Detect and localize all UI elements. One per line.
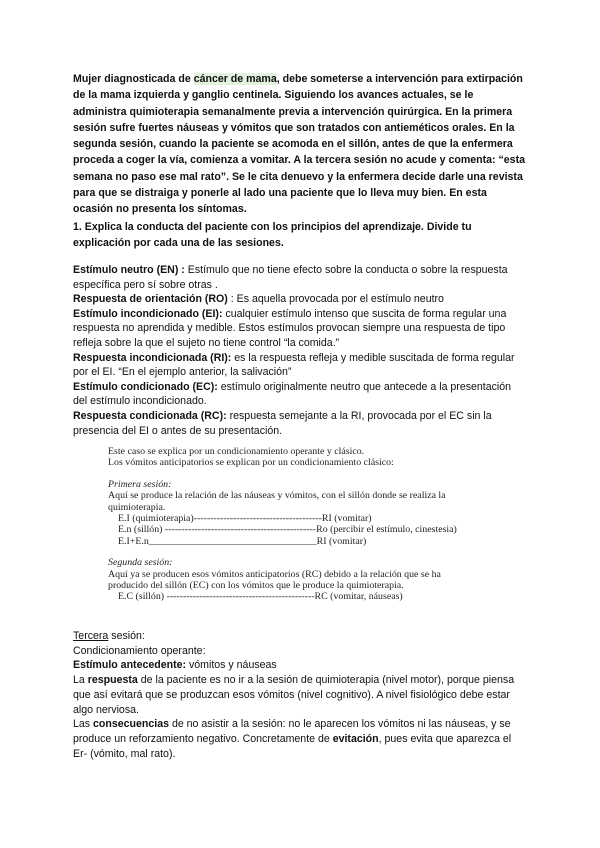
response-term: respuesta bbox=[87, 674, 138, 687]
third-session-title-rest: sesión: bbox=[108, 630, 145, 642]
avoidance-term: evitación bbox=[332, 732, 379, 745]
definition-text: : Es aquella provocada por el estímulo neutro bbox=[227, 293, 444, 306]
second-session-title-text: Segunda sesión: bbox=[108, 557, 173, 569]
intro-text-start: Mujer diagnosticada de bbox=[73, 73, 194, 85]
third-session-title bbox=[73, 629, 528, 644]
definition-item bbox=[73, 263, 528, 292]
scan-line: Aquí ya se producen esos vómitos anticipatorios (RC) debido a la relación que se ha bbox=[108, 568, 441, 580]
consequences-paragraph bbox=[73, 717, 528, 761]
conditioning-row: E.I (quimioterapia)---------------------------------------RI (vomitar) bbox=[118, 513, 372, 525]
scan-line: quimioterapia. bbox=[108, 501, 166, 513]
definitions-list bbox=[73, 263, 528, 438]
antecedent-line bbox=[73, 658, 528, 673]
definition-term: Estímulo condicionado (EC): bbox=[73, 380, 218, 393]
consequences-term: consecuencias bbox=[93, 718, 169, 731]
scan-line: Este caso se explica por un condicionamiento operante y clásico. bbox=[108, 446, 365, 457]
scan-line: producido del sillón (EC) con los vómitos que le produce la quimioterapia. bbox=[108, 580, 404, 592]
definition-text: respuesta semejante a la RI, provocada por el EC sin la presencia del EI o antes de su presentación. bbox=[73, 409, 492, 437]
definition-item bbox=[73, 307, 528, 351]
definition-text: Estímulo que no tiene efecto sobre la conducta o sobre la respuesta específica pero sí sobre otras . bbox=[73, 264, 508, 291]
conditioning-row: E.n (sillón) ----------------------------------------------Ro (percibir el estímulo, cinestesia) bbox=[118, 524, 457, 536]
highlighted-term: cáncer de mama bbox=[193, 73, 277, 85]
antecedent-text: vómitos y náuseas bbox=[186, 659, 277, 672]
definition-text: cualquier estímulo intenso que suscita de forma regular una respuesta no aprendida y medible. Estos estímulos provocan siempre una respuesta de tipo refleja sobre la que el sujeto no tiene control “la comida.” bbox=[73, 307, 507, 349]
definition-term: Respuesta incondicionada (RI): bbox=[73, 351, 232, 364]
third-session-section bbox=[73, 629, 528, 761]
scanned-excerpt bbox=[108, 446, 498, 603]
definition-term: Estímulo incondicionado (EI): bbox=[73, 307, 223, 320]
definition-item bbox=[73, 409, 528, 438]
definition-item bbox=[73, 351, 528, 380]
first-session-title-text: Primera sesión: bbox=[108, 478, 172, 490]
scan-line: Aquí se produce la relación de las náuseas y vómitos, con el sillón donde se realiza la bbox=[108, 490, 446, 502]
response-text: de la paciente es no ir a la sesión de quimioterapia (nivel motor), porque piensa que así evitará que se produzcan esos vómitos (nivel cognitivo). A nivel fisiológico debe estar algo nerviosa. bbox=[73, 674, 515, 716]
second-session-title bbox=[108, 557, 498, 568]
definition-text: estímulo originalmente neutro que antecede a la presentación del estímulo incondicionado. bbox=[73, 380, 512, 408]
response-paragraph bbox=[73, 673, 528, 717]
scan-line: Los vómitos anticipatorios se explican por un condicionamiento clásico: bbox=[108, 457, 394, 469]
operant-conditioning-label: Condicionamiento operante: bbox=[73, 644, 206, 657]
consequences-text-end: , pues evita que aparezca el Er- (vómito, mal rato). bbox=[73, 732, 512, 760]
third-session-title-underlined: Tercera bbox=[73, 630, 109, 642]
conditioning-row: E.I+E.n__________________________________RI (vomitar) bbox=[118, 535, 367, 547]
first-session-title bbox=[108, 479, 498, 490]
consequences-pre: Las bbox=[73, 718, 94, 731]
question-heading: 1. Explica la conducta del paciente con los principios del aprendizaje. Divide tu explicación por cada una de las sesiones. bbox=[73, 221, 472, 250]
response-pre: La bbox=[73, 674, 88, 687]
definition-term: Respuesta de orientación (RO) bbox=[73, 293, 228, 306]
definition-term: Respuesta condicionada (RC): bbox=[73, 409, 227, 422]
definition-term: Estímulo neutro (EN) : bbox=[73, 264, 185, 276]
definition-text: es la respuesta refleja y medible suscitada de forma regular por el EI. “En el ejemplo anterior, la salivación” bbox=[73, 351, 515, 379]
conditioning-row: E.C (sillón) ---------------------------------------------RC (vomitar, náuseas) bbox=[118, 591, 403, 603]
case-intro-paragraph bbox=[73, 71, 528, 218]
consequences-text: de no asistir a la sesión: no le aparecen los vómitos ni las náuseas, y se produce un reforzamiento negativo. Concretamente de bbox=[73, 718, 511, 745]
intro-text-rest: , debe someterse a intervención para extirpación de la mama izquierda y ganglio centinela. Siguiendo los avances actuales, se le administra quimioterapia semanalmente previa a intervención quirúrgica. En la primera sesión sufre fuertes náuseas y vómitos que son tratados con antieméticos orales. En la segunda sesión, cuando la paciente se acomoda en el sillón, antes de que la enfermera proceda a coger la vía, comienza a vomitar. A la tercera sesión no acude y comenta: “esta semana no paso ese mal rato”. Se le cita denuevo y la enfermera decide darle una revista para que se distraiga y ponerle al lado una paciente que lo lleva muy bien. En esta ocasión no presenta los síntomas. bbox=[73, 73, 525, 216]
definition-item bbox=[73, 292, 528, 307]
definition-item bbox=[73, 380, 528, 409]
antecedent-term: Estímulo antecedente: bbox=[73, 659, 187, 672]
